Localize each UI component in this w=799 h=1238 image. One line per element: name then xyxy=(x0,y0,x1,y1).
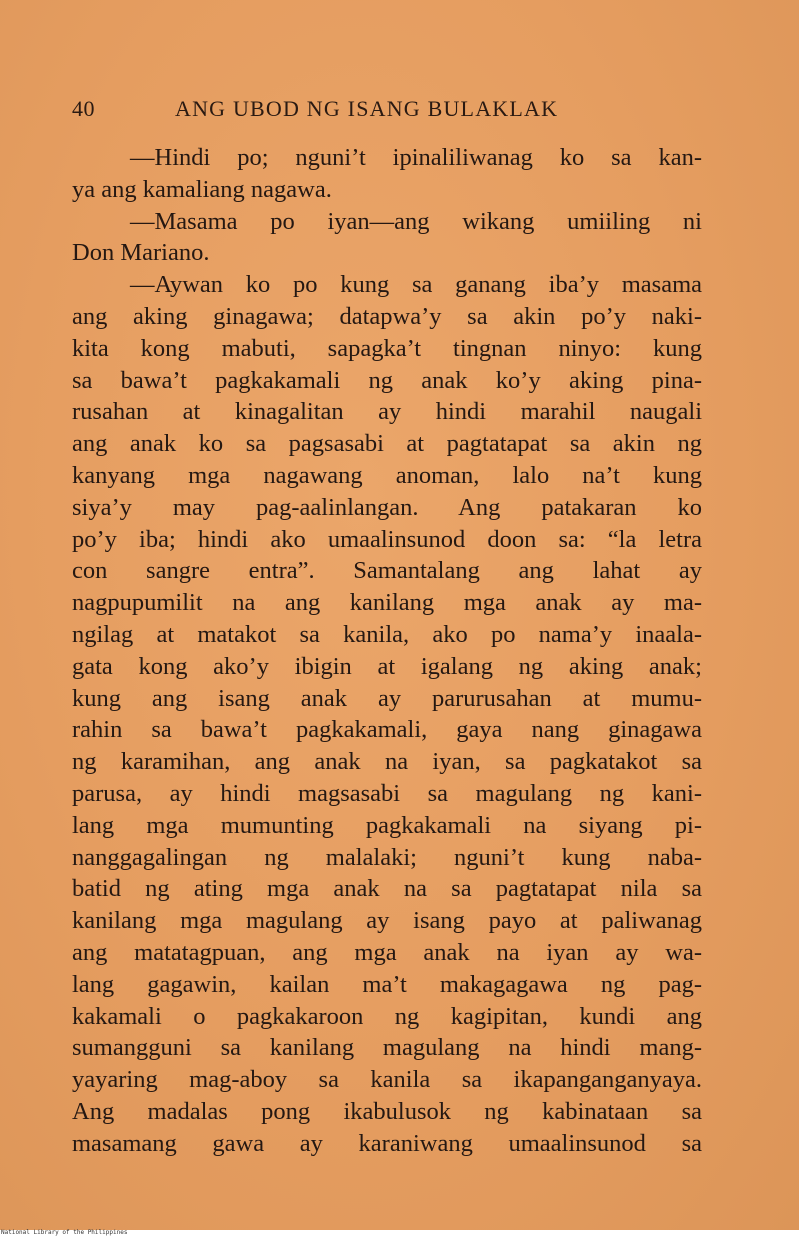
text-line: kanyang mga nagawang anoman, lalo na’t kung xyxy=(72,461,702,489)
page-header xyxy=(0,92,799,126)
text-line: rusahan at kinagalitan ay hindi marahil naugali xyxy=(72,398,702,426)
text-line: —Masama po iyan—ang wikang umiiling ni xyxy=(130,207,702,235)
text-line: ya ang kamaliang nagawa. xyxy=(72,175,332,203)
text-line: ang anak ko sa pagsasabi at pagtatapat sa akin ng xyxy=(72,430,702,458)
page-number: 40 xyxy=(72,96,95,121)
body-text xyxy=(72,142,702,1160)
text-line: kakamali o pagkakaroon ng kagipitan, kundi ang xyxy=(72,1002,702,1030)
text-line: Don Mariano. xyxy=(72,239,210,267)
text-line: kung ang isang anak ay parurusahan at mumu- xyxy=(72,684,702,712)
text-line: Ang madalas pong ikabulusok ng kabinataan sa xyxy=(72,1097,702,1125)
text-line: yayaring mag-aboy sa kanila sa ikapanganganyaya. xyxy=(72,1066,702,1094)
text-line: gata kong ako’y ibigin at igalang ng aking anak; xyxy=(72,652,702,680)
text-line: ang aking ginagawa; datapwa’y sa akin po’y naki- xyxy=(72,302,702,330)
text-line: kita kong mabuti, sapagka’t tingnan ninyo: kung xyxy=(72,334,702,362)
text-line: siya’y may pag-aalinlangan. Ang patakaran ko xyxy=(72,493,702,521)
text-line: lang gagawin, kailan ma’t makagagawa ng pag- xyxy=(72,970,702,998)
text-line: lang mga mumunting pagkakamali na siyang pi- xyxy=(72,811,702,839)
library-credit: National Library of the Philippines xyxy=(1,1229,128,1236)
text-line: ang matatagpuan, ang mga anak na iyan ay wa- xyxy=(72,938,702,966)
text-line: sumangguni sa kanilang magulang na hindi mang- xyxy=(72,1034,702,1062)
text-line: con sangre entra”. Samantalang ang lahat ay xyxy=(72,557,702,585)
text-line: parusa, ay hindi magsasabi sa magulang ng kani- xyxy=(72,779,702,807)
text-line: —Aywan ko po kung sa ganang iba’y masama xyxy=(130,271,702,299)
running-title: ANG UBOD NG ISANG BULAKLAK xyxy=(175,96,559,121)
scan-footer xyxy=(0,1230,799,1238)
text-line: —Hindi po; nguni’t ipinaliliwanag ko sa kan- xyxy=(130,144,702,171)
text-line: kanilang mga magulang ay isang payo at paliwanag xyxy=(72,907,702,935)
text-line: po’y iba; hindi ako umaalinsunod doon sa: “la letra xyxy=(72,525,702,553)
text-line: masamang gawa ay karaniwang umaalinsunod sa xyxy=(72,1129,702,1157)
text-line: rahin sa bawa’t pagkakamali, gaya nang ginagawa xyxy=(72,716,702,744)
text-line: ngilag at matakot sa kanila, ako po nama’y inaala- xyxy=(72,620,702,648)
text-line: batid ng ating mga anak na sa pagtatapat nila sa xyxy=(72,875,702,903)
text-line: sa bawa’t pagkakamali ng anak ko’y aking pina- xyxy=(72,366,702,394)
text-line: ng karamihan, ang anak na iyan, sa pagkatakot sa xyxy=(72,748,702,776)
text-line: nanggagalingan ng malalaki; nguni’t kung naba- xyxy=(72,843,702,871)
text-line: nagpupumilit na ang kanilang mga anak ay ma- xyxy=(72,589,702,617)
